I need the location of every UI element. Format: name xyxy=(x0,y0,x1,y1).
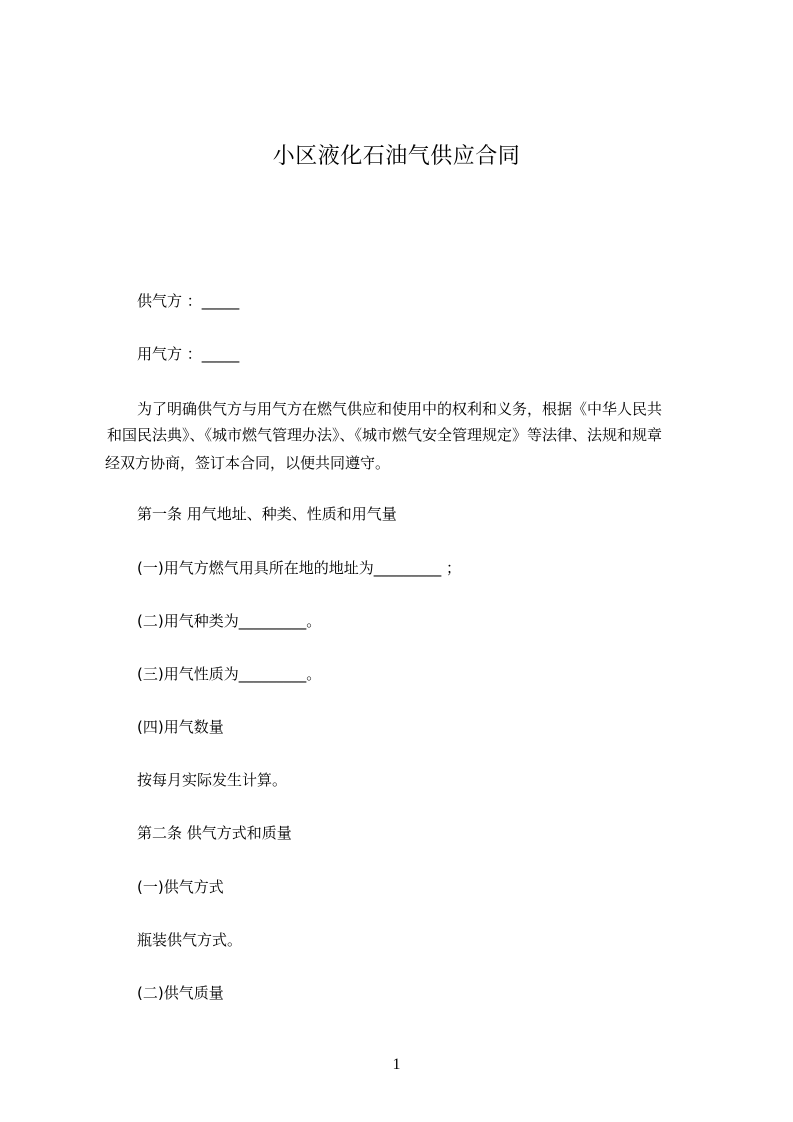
intro-paragraph-line-2: 和国民法典》、《城市燃气管理办法》、《城市燃气安全管理规定》等法律、法规和规章 xyxy=(107,426,663,444)
intro-paragraph-line-3: 经双方协商，签订本合同，以便共同遵守。 xyxy=(105,454,391,472)
article-2-item-1: (一)供气方式 xyxy=(137,878,224,896)
intro-paragraph-line-1: 为了明确供气方与用气方在燃气供应和使用中的权利和义务，根据《中华人民共 xyxy=(137,400,663,418)
article-1-item-4: (四)用气数量 xyxy=(137,718,224,736)
page-number: 1 xyxy=(392,1056,401,1073)
article-1-item-1: (一)用气方燃气用具所在地的地址为_________ ； xyxy=(137,559,461,577)
article-1-heading: 第一条 用气地址、种类、性质和用气量 xyxy=(137,505,397,523)
supplier-field: 供气方 ：_____ xyxy=(137,292,240,310)
article-1-item-2: (二)用气种类为_________。 xyxy=(137,612,322,630)
user-field: 用气方 ：_____ xyxy=(137,345,240,363)
document-title: 小区液化石油气供应合同 xyxy=(272,144,521,169)
article-1-item-4-text: 按每月实际发生计算。 xyxy=(137,771,288,789)
article-2-item-1-text: 瓶装供气方式。 xyxy=(137,931,243,949)
article-2-item-2: (二)供气质量 xyxy=(137,984,224,1002)
article-1-item-3: (三)用气性质为_________。 xyxy=(137,665,322,683)
article-2-heading: 第二条 供气方式和质量 xyxy=(137,824,292,842)
